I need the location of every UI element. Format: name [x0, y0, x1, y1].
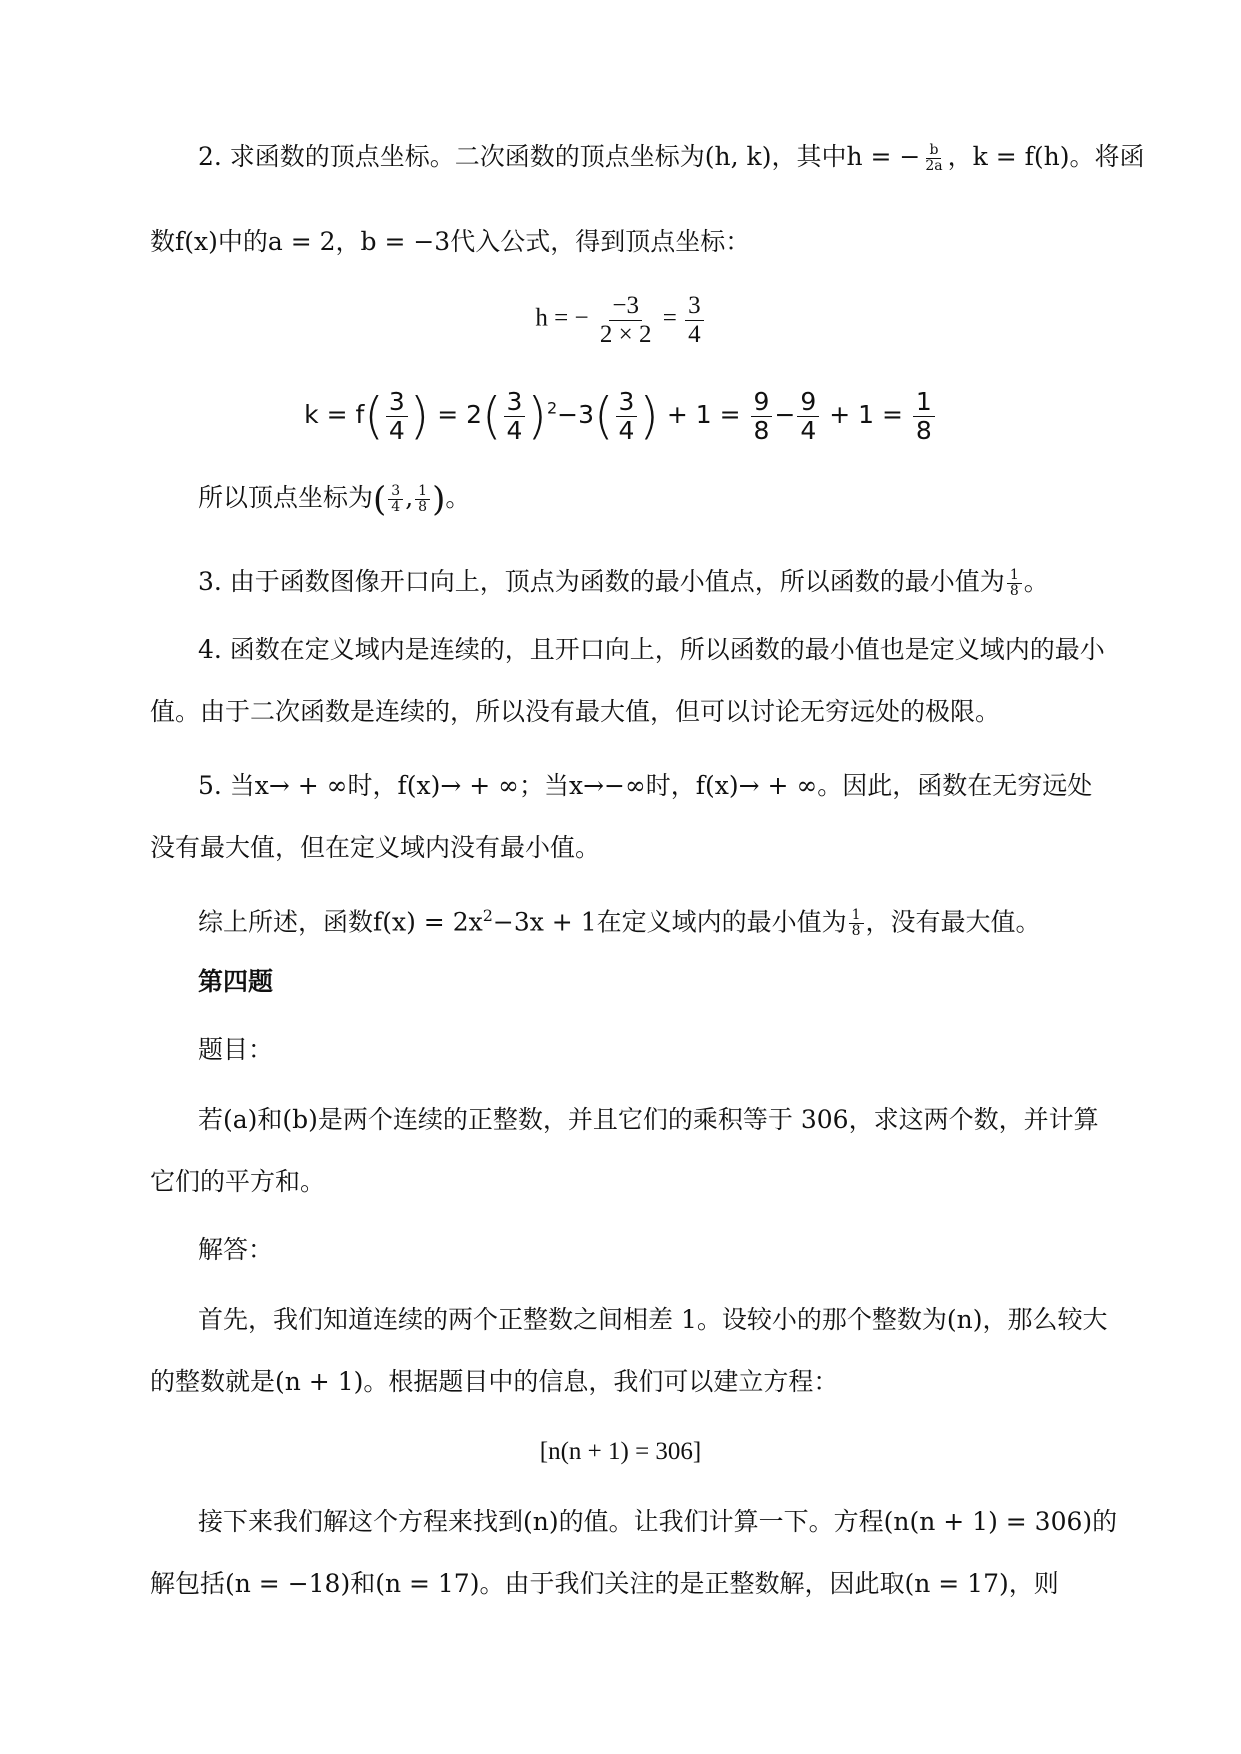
- fraction-3-4: $\frac{3}{4}$: [386, 388, 408, 444]
- text: 2. 求函数的顶点坐标。二次函数的顶点坐标为(h, k)，其中h = −: [198, 142, 921, 171]
- question-label: 题目：: [198, 1035, 274, 1064]
- fraction-9-4: $\frac{9}{4}$: [797, 388, 819, 444]
- fraction-b-over-2a: $\frac{b}{2a}$: [925, 141, 943, 174]
- fraction-minus3-over-2x2: $\frac{-3}{2 \times 2}$: [599, 292, 652, 348]
- summary-line: 综上所述，函数$f(x) = 2x^2-3x + 1$在定义域内的最小值为 $\frac{1}{8}$ ，没有最大值。: [198, 906, 1041, 940]
- paragraph-2-line-2: 数f(x)中的a = 2，b = −3代入公式，得到顶点坐标：: [150, 227, 751, 256]
- final-line-1: 接下来我们解这个方程来找到(n)的值。让我们计算一下。方程(n(n + 1) = 306)的: [198, 1507, 1118, 1536]
- paragraph-4-line-2: 值。由于二次函数是连续的，所以没有最大值，但可以讨论无穷远处的极限。: [150, 697, 1001, 726]
- paragraph-4-line-1: 4. 函数在定义域内是连续的，且开口向上，所以函数的最小值也是定义域内的最小: [198, 635, 1105, 664]
- vertex-line: 所以顶点坐标为( $\frac{3}{4}$ , $\frac{1}{8}$ )。: [198, 479, 471, 520]
- fraction-9-8: $\frac{9}{8}$: [751, 388, 773, 444]
- paragraph-3: 3. 由于函数图像开口向上，顶点为函数的最小值点，所以函数的最小值为 $\frac{1}{8}$ 。: [198, 566, 1049, 599]
- answer-line-1: 首先，我们知道连续的两个正整数之间相差 1。设较小的那个整数为(n)，那么较大: [198, 1305, 1108, 1334]
- paragraph-2-line-1: [198, 137, 1145, 177]
- paragraph-5-line-2: 没有最大值，但在定义域内没有最小值。: [150, 833, 601, 862]
- fraction-3-4: $\frac{3}{4}$: [616, 388, 638, 444]
- answer-line-2: 的整数就是(n + 1)。根据题目中的信息，我们可以建立方程：: [150, 1367, 839, 1396]
- text: ，k = f(h)。将函: [947, 142, 1145, 171]
- question-line-2: 它们的平方和。: [150, 1167, 326, 1196]
- question-line-1: 若(a)和(b)是两个连续的正整数，并且它们的乘积等于 306，求这两个数，并计算: [198, 1105, 1099, 1134]
- answer-label: 解答：: [198, 1235, 274, 1264]
- equation-h: h = − $\frac{-3}{2 \times 2}$ = $\frac{3}{4}$: [0, 292, 1241, 348]
- fraction-3-4: $\frac{3}{4}$: [504, 388, 526, 444]
- final-line-2: 解包括(n = −18)和(n = 17)。由于我们关注的是正整数解，因此取(n = 17)，则: [150, 1569, 1059, 1598]
- main-equation: [n(n + 1) = 306]: [539, 1438, 702, 1465]
- fraction-3-over-4: $\frac{3}{4}$: [685, 292, 704, 348]
- section-heading: 第四题: [198, 967, 274, 996]
- paragraph-5-line-1: 5. 当x→ + ∞时，f(x)→ + ∞；当x→−∞时，f(x)→ + ∞。因此，函数在无穷远处: [198, 771, 1093, 800]
- equation-k: k = f( $\frac{3}{4}$ ) = 2( $\frac{3}{4}$ )$^2$−3( $\frac{3}{4}$ ) + 1 = $\frac{9}{8}$ − $\frac{9}{4}$ + 1 = $\frac{1}{8}$: [0, 388, 1241, 444]
- fraction-1-8: $\frac{1}{8}$: [913, 388, 935, 444]
